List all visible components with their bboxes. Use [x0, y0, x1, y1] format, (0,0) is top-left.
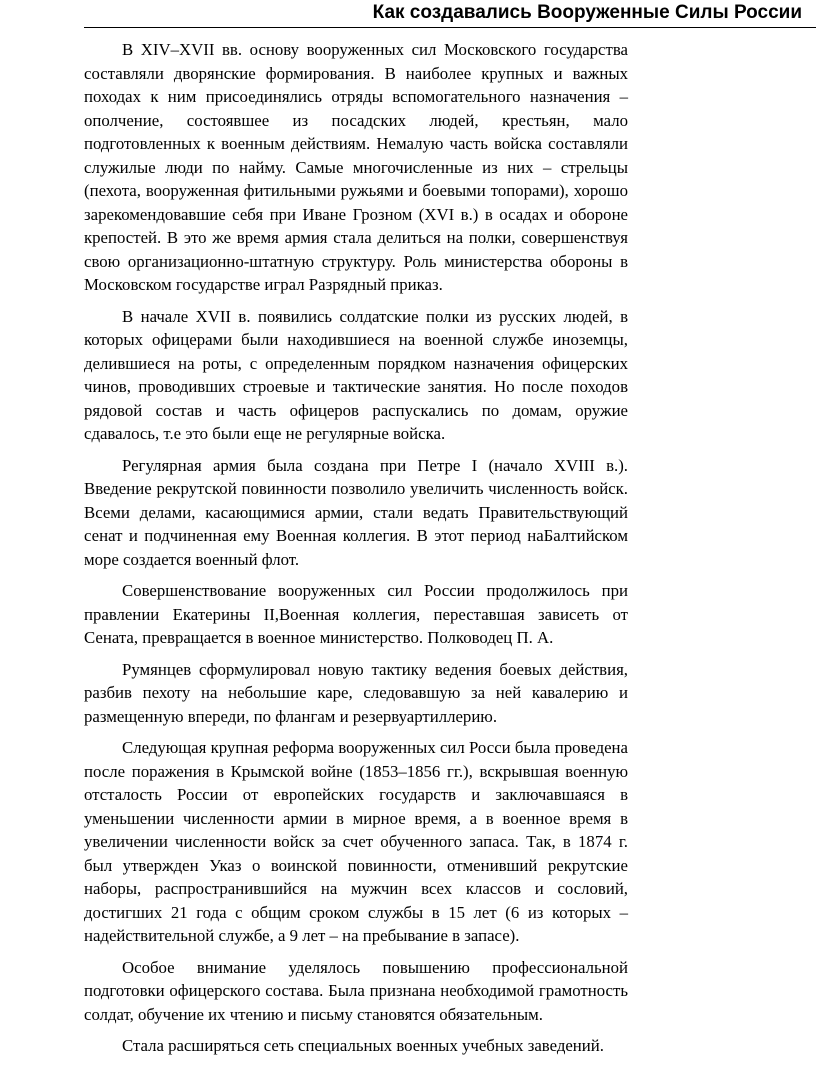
document-body	[84, 38, 628, 1066]
paragraph-8: Стала расширяться сеть специальных военных учебных заведений.	[122, 1036, 604, 1055]
paragraph-1: В XIV–XVII вв. основу вооруженных сил Московского государства составляли дворянские формирования. В наиболее крупных и важных походах к ним присоединялись отряды вспомогательного назначения – ополчение, состоявшее из посадских людей, крестьян, мало подготовленных к военным действиям. Немалую часть войска составляли служилые люди по найму. Самые многочисленные из них – стрельцы (пехота, вооруженная фитильными ружьями и боевыми топорами), хорошо зарекомендовавшие себя при Иване Грозном (XVI в.) в осадах и обороне крепостей. В это же время армия стала делиться на полки, совершенствуя свою организационно-штатную структуру. Роль министерства обороны в Московском государстве играл Разрядный приказ.	[84, 40, 628, 294]
paragraph-5: Румянцев сформулировал новую тактику ведения боевых действия, разбив пехоту на небольшие каре, следовавшую за ней кавалерию и размещенную впереди, по флангам и резервуартиллерию.	[84, 659, 628, 726]
paragraph-4: Совершенствование вооруженных сил России продолжилось при правлении Екатерины II,Военная коллегия, переставшая зависеть от Сената, превращается в военное министерство. Полководец П. А.	[84, 581, 628, 647]
paragraph-3: Регулярная армия была создана при Петре I (начало XVIII в.). Введение рекрутской повинности позволило увеличить численность войск. Всеми делами, касающимися армии, стали ведать Правительствующий сенат и подчиненная ему Военная коллегия. В этот период наБалтийском море создается военный флот.	[84, 455, 628, 569]
paragraph-6: Следующая крупная реформа вооруженных сил Росси была проведена после поражения в Крымской войне (1853–1856 гг.), вскрывшая военную отсталость России от европейских государств и заключавшаяся в уменьшении численности армии в мирное время, а в военное время в увеличении численности войск за счет обученного запаса. Так, в 1874 г. был утвержден Указ о воинской повинности, отменивший рекрутские наборы, распространившийся на мужчин всех классов и сословий, достигших 21 года с общим сроком службы в 15 лет (6 из которых – надействительной службе, а 9 лет – на пребывание в запасе).	[84, 738, 628, 945]
paragraph-2: В начале XVII в. появились солдатские полки из русских людей, в которых офицерами были находившиеся на военной службе иноземцы, делившиеся на роты, с определенным порядком назначения офицерских чинов, проводивших строевые и тактические занятия. Но после походов рядовой состав и часть офицеров распускались по домам, оружие сдавалось, т.е это были еще не регулярные войска.	[84, 306, 628, 443]
page-header	[84, 0, 816, 28]
header-title: Как создавались Вооруженные Силы России	[372, 2, 802, 23]
paragraph-7: Особое внимание уделялось повышению профессиональной подготовки офицерского состава. Была признана необходимой грамотность солдат, обучение их чтению и письму становятся обязательным.	[84, 957, 628, 1024]
